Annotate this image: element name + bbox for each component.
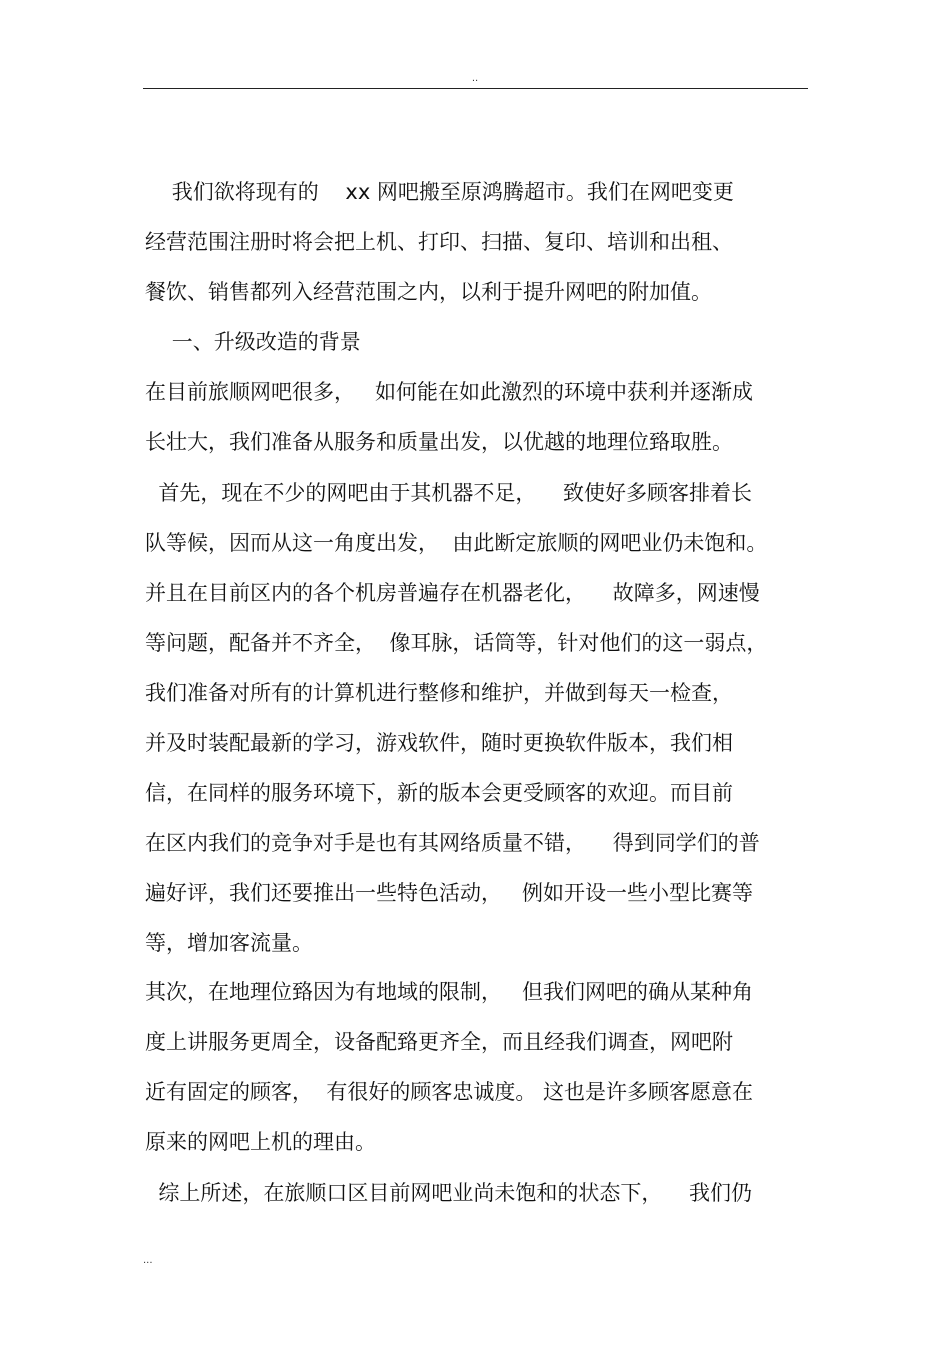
section-heading: 一、升级改造的背景 <box>145 330 361 354</box>
header-divider <box>143 88 808 89</box>
body-line-1: 我们欲将现有的 xx 网吧搬至原鸿腾超市。我们在网吧变更 <box>145 180 734 204</box>
body-line-5: 在目前旅顺网吧很多， 如何能在如此激烈的环境中获利并逐渐成 <box>145 380 754 404</box>
body-line-2: 经营范围注册时将会把上机、打印、扫描、复印、培训和出租、 <box>145 230 733 254</box>
body-line-11: 我们准备对所有的计算机进行整修和维护，并做到每天一检查， <box>145 681 733 705</box>
body-line-21: 综上所述，在旅顺口区目前网吧业尚未饱和的状态下， 我们仍 <box>145 1181 753 1205</box>
body-line-7: 首先，现在不少的网吧由于其机器不足， 致使好多顾客排着长 <box>145 481 753 505</box>
body-line-17: 其次，在地理位臵因为有地域的限制， 但我们网吧的确从某种角 <box>145 980 754 1004</box>
body-line-14: 在区内我们的竞争对手是也有其网络质量不错， 得到同学们的普 <box>145 831 760 855</box>
body-line-12: 并及时装配最新的学习，游戏软件，随时更换软件版本，我们相 <box>145 731 733 755</box>
body-line-13: 信，在同样的服务环境下，新的版本会更受顾客的欢迎。而目前 <box>145 781 733 805</box>
page-footer-mark: ... <box>143 1255 153 1266</box>
body-line-3: 餐饮、销售都列入经营范围之内，以利于提升网吧的附加值。 <box>145 280 712 304</box>
body-line-18: 度上讲服务更周全，设备配臵更齐全，而且经我们调查，网吧附 <box>145 1030 733 1054</box>
page-header-mark: .. <box>471 73 479 84</box>
body-line-20: 原来的网吧上机的理由。 <box>145 1130 376 1154</box>
body-line-6: 长壮大，我们准备从服务和质量出发，以优越的地理位臵取胜。 <box>145 430 733 454</box>
body-line-10: 等问题，配备并不齐全， 像耳脉，话筒等，针对他们的这一弱点， <box>145 631 768 655</box>
body-line-9: 并且在目前区内的各个机房普遍存在机器老化， 故障多，网速慢 <box>145 581 760 605</box>
body-line-8: 队等候，因而从这一角度出发， 由此断定旅顺的网吧业仍未饱和。 <box>145 531 768 555</box>
body-line-19: 近有固定的顾客， 有很好的顾客忠诚度。 这也是许多顾客愿意在 <box>145 1080 754 1104</box>
body-line-15: 遍好评，我们还要推出一些特色活动， 例如开设一些小型比赛等 <box>145 881 754 905</box>
body-line-16: 等，增加客流量。 <box>145 931 313 955</box>
